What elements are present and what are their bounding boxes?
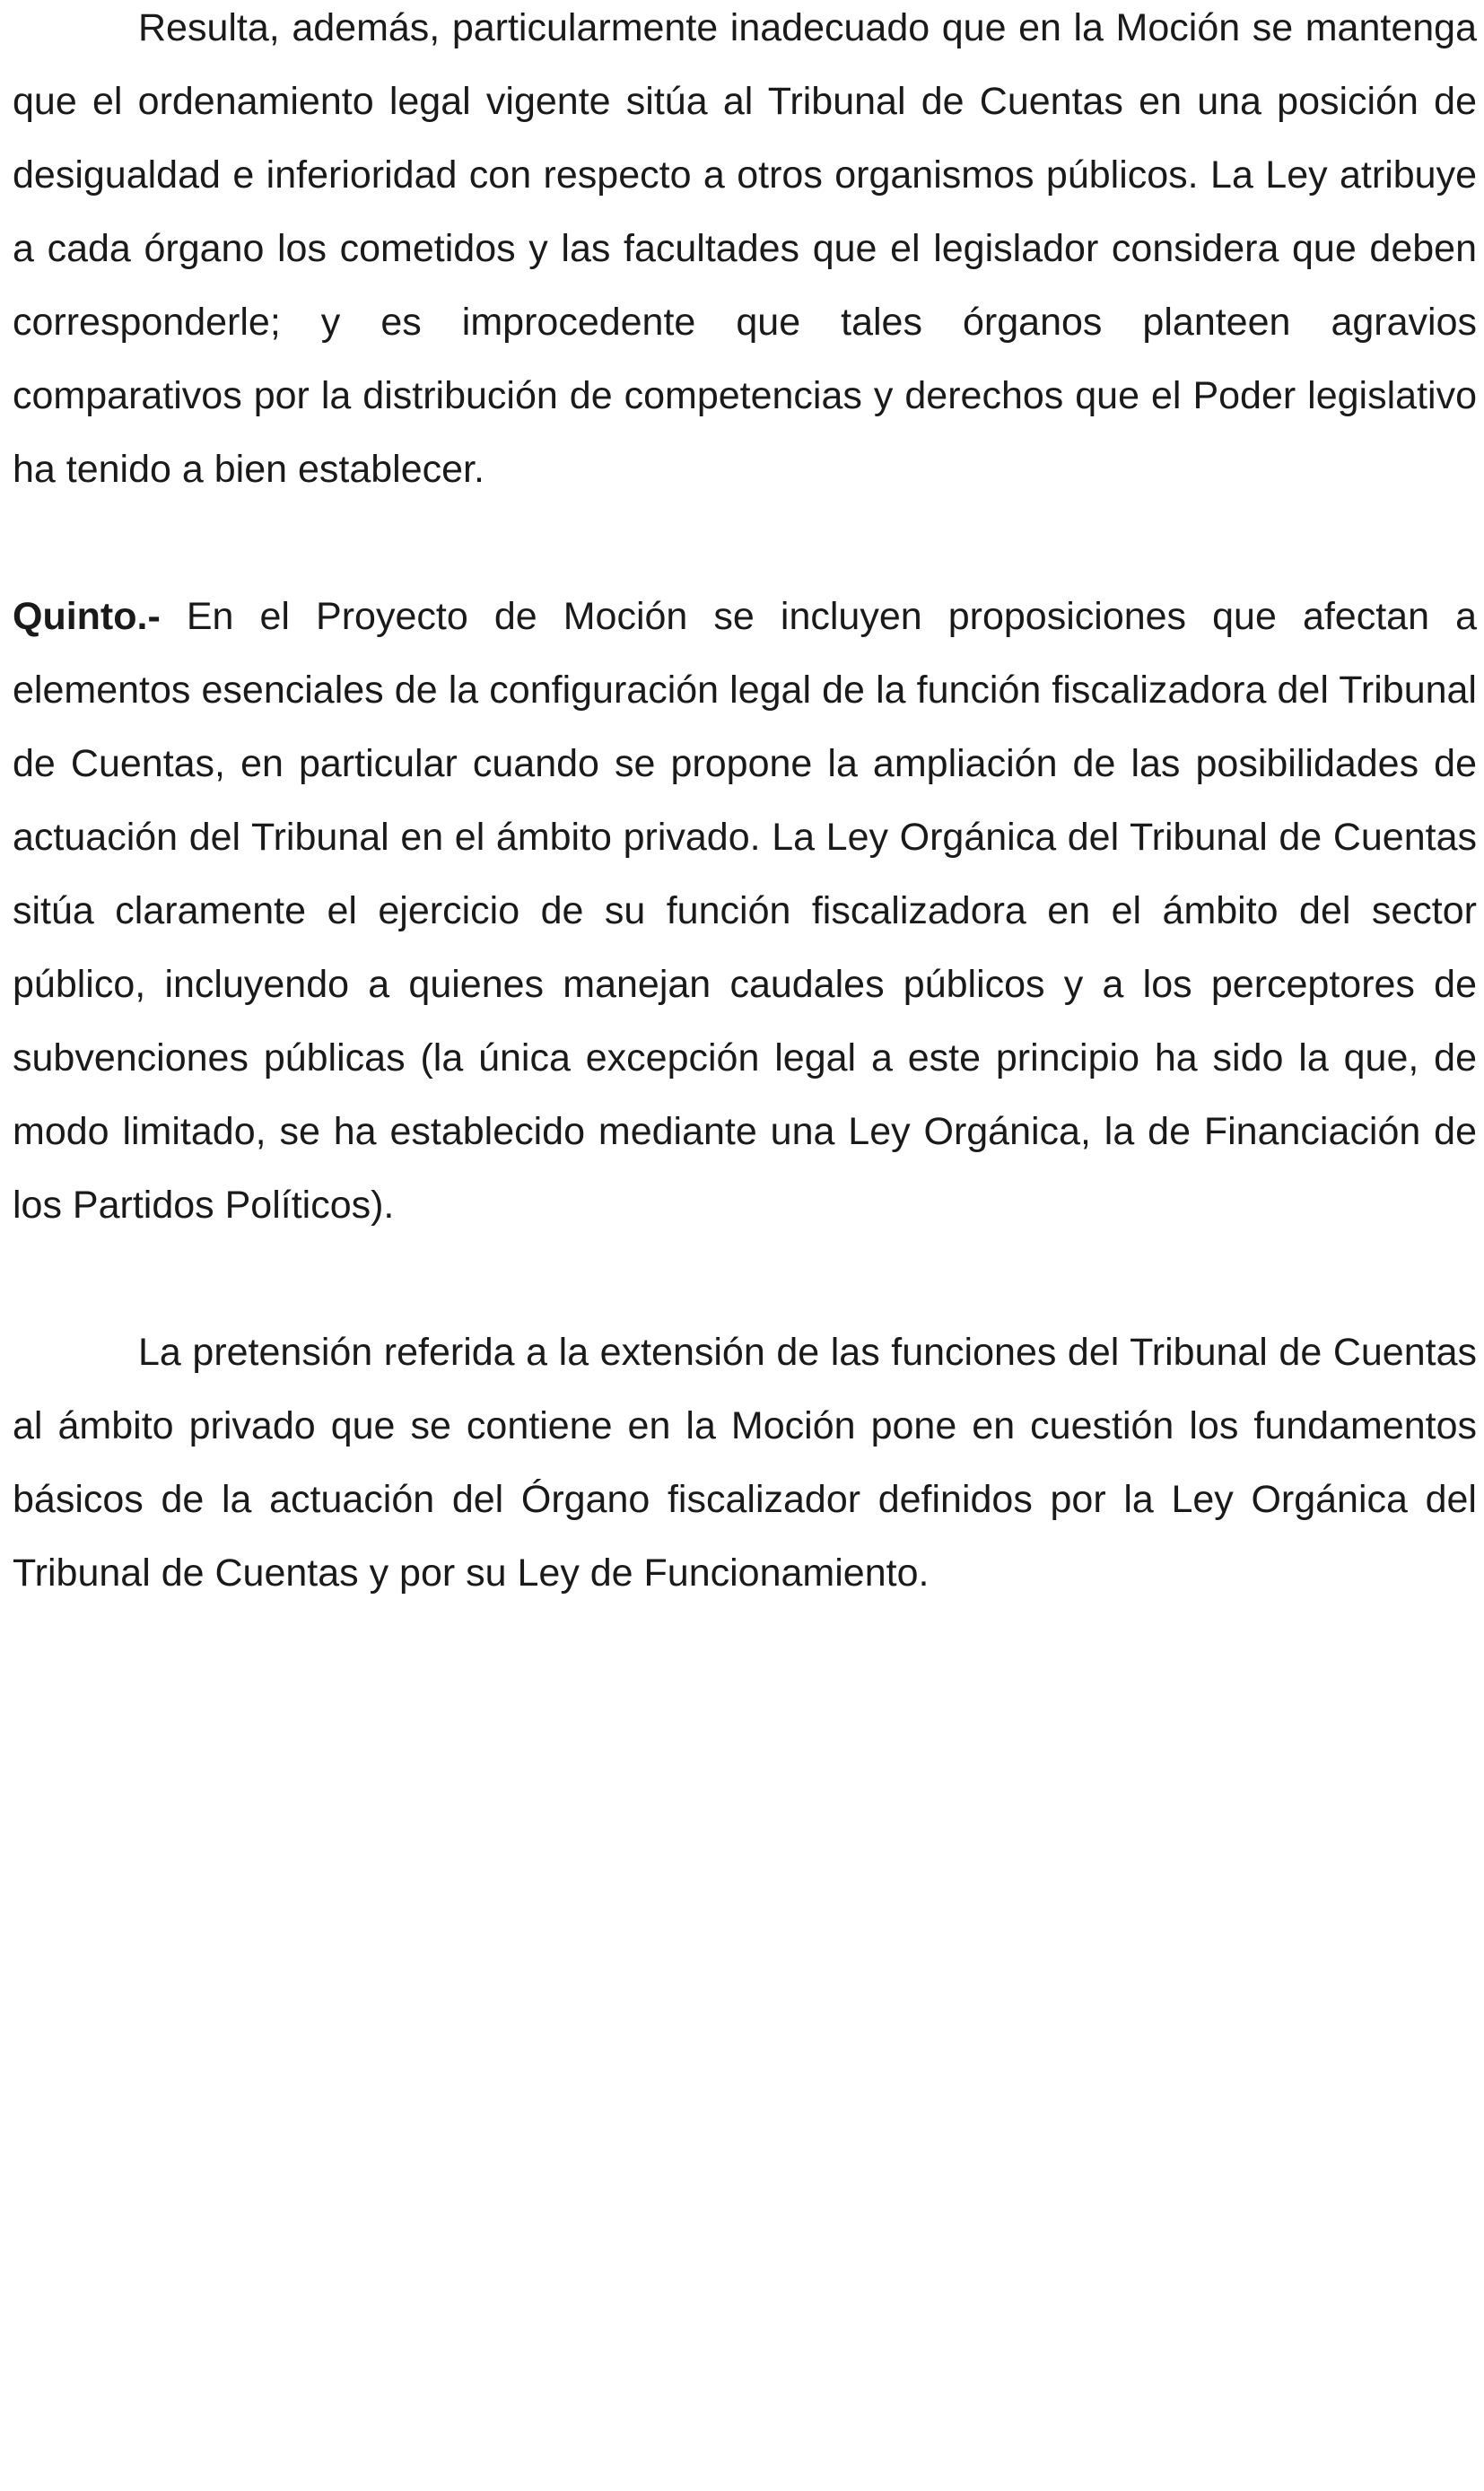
paragraph-quinto: [13, 580, 1477, 1242]
paragraph-quinto-text: En el Proyecto de Moción se incluyen proposiciones que afectan a elementos esenciales de la configuración legal de la función fiscalizadora del Tribunal de Cuentas, en particular cuando se propone la ampliación de las posibilidades de actuación del Tribunal en el ámbito privado. La Ley Orgánica del Tribunal de Cuentas sitúa claramente el ejercicio de su función fiscalizadora en el ámbito del sector público, incluyendo a quienes manejan caudales públicos y a los perceptores de subvenciones públicas (la única excepción legal a este principio ha sido la que, de modo limitado, se ha establecido mediante una Ley Orgánica, la de Financiación de los Partidos Políticos).: [13, 595, 1477, 1227]
paragraph-gap: [13, 506, 1477, 580]
paragraph-inadequacy: Resulta, además, particularmente inadecuado que en la Moción se mantenga que el ordenamiento legal vigente sitúa al Tribunal de Cuentas en una posición de desigualdad e inferioridad con respecto a otros organismos públicos. La Ley atribuye a cada órgano los cometidos y las facultades que el legislador considera que deben corresponderle; y es improcedente que tales órganos planteen agravios comparativos por la distribución de competencias y derechos que el Poder legislativo ha tenido a bien establecer.: [13, 6, 1477, 491]
paragraph-pretension: La pretensión referida a la extensión de las funciones del Tribunal de Cuentas al ámbito privado que se contiene en la Moción pone en cuestión los fundamentos básicos de la actuación del Órgano fiscalizador definidos por la Ley Orgánica del Tribunal de Cuentas y por su Ley de Funcionamiento.: [13, 1331, 1477, 1595]
paragraph-gap: [13, 1242, 1477, 1315]
section-heading-quinto: Quinto.-: [13, 595, 161, 638]
document-page: [13, 0, 1477, 1610]
